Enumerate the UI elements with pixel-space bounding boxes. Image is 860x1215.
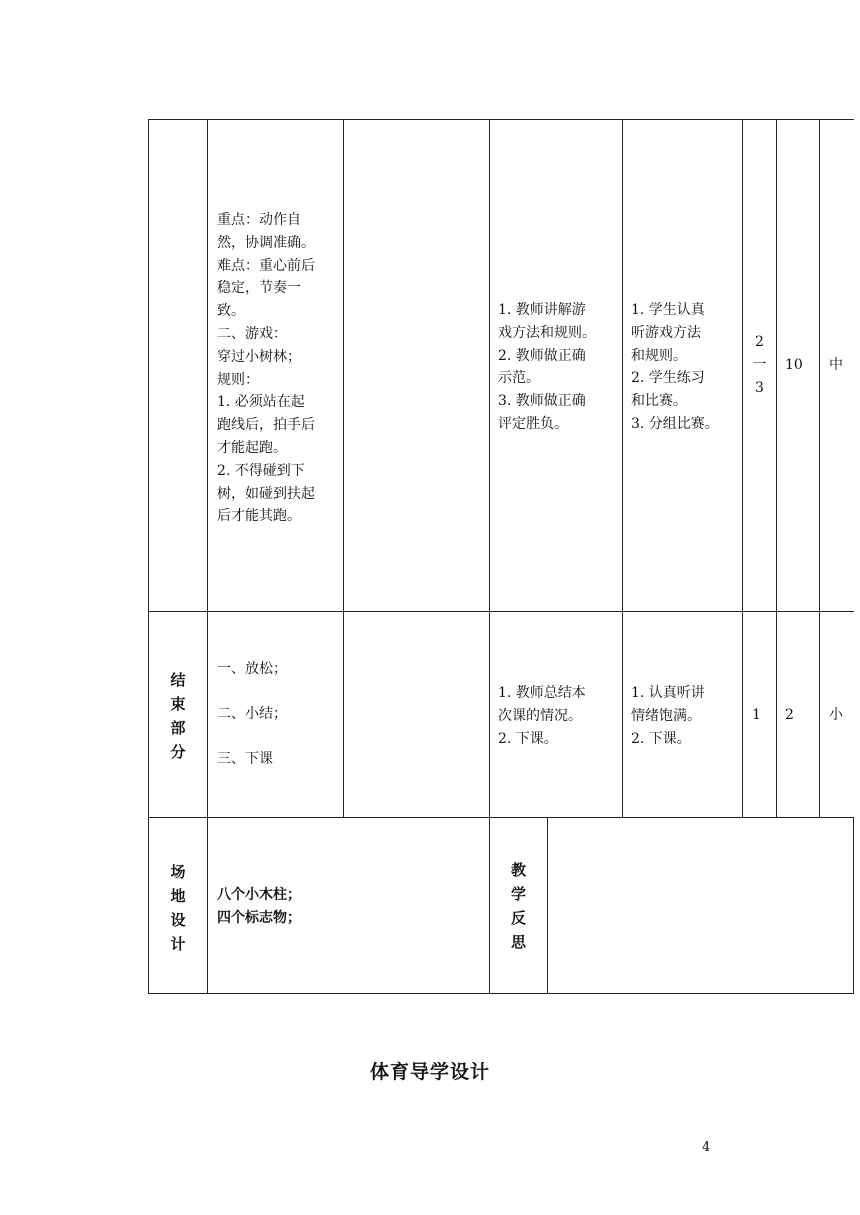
column-divider (207, 119, 208, 994)
content-line: 1. 必须站在起 (217, 394, 305, 411)
label-char: 束 (170, 695, 186, 713)
content-line: 跑线后，拍手后 (217, 417, 315, 434)
teacher-line: 戏方法和规则。 (498, 324, 596, 341)
student-line: 3. 分组比赛。 (631, 415, 719, 432)
content-line: 一、放松； (217, 661, 287, 677)
ending-minutes: 2 (785, 707, 794, 723)
content-line: 三、下课 (217, 750, 273, 767)
teacher-line: 评定胜负。 (498, 415, 568, 432)
table-row-divider (148, 817, 854, 818)
label-char: 部 (170, 719, 186, 737)
content-line: 致。 (217, 303, 245, 320)
label-char: 结 (170, 671, 186, 689)
table-row-divider (148, 611, 854, 612)
teacher-line: 3. 教师做正确 (498, 393, 586, 410)
content-line: 穿过小树林； (217, 348, 301, 365)
reflection-label (490, 858, 547, 954)
label-char: 计 (170, 935, 186, 953)
column-divider (622, 119, 623, 818)
student-line: 听游戏方法 (631, 324, 701, 341)
teacher-line: 1. 教师讲解游 (498, 302, 586, 318)
teacher-line: 示范。 (498, 370, 540, 387)
ending-student-activity (631, 682, 739, 750)
content-line: 四个标志物； (217, 909, 301, 926)
column-divider (343, 119, 344, 818)
document-title: 体育导学设计 (369, 1061, 490, 1083)
column-divider (742, 119, 743, 818)
student-line: 和比赛。 (631, 393, 687, 410)
game-times (743, 331, 776, 399)
teacher-line: 2. 下课。 (498, 730, 558, 747)
content-line: 二、游戏： (217, 325, 287, 342)
game-content (217, 209, 339, 528)
column-divider (547, 817, 548, 994)
label-char: 地 (170, 887, 186, 905)
ending-label (149, 668, 207, 764)
content-line: 2. 不得碰到下 (217, 462, 305, 479)
content-line: 难点：重心前后 (217, 257, 315, 274)
label-char: 场 (170, 863, 186, 881)
student-line: 1. 认真听讲 (631, 685, 705, 701)
content-line: 树，如碰到扶起 (217, 485, 315, 502)
teacher-line: 次课的情况。 (498, 707, 582, 724)
ending-content (217, 658, 339, 770)
page-number: 4 (702, 1140, 711, 1155)
student-line: 情绪饱满。 (631, 707, 701, 724)
table-border-right (853, 817, 854, 994)
times-line: 2 (755, 334, 764, 350)
content-line: 重点：动作自 (217, 212, 301, 228)
game-student-activity (631, 299, 739, 436)
ending-teacher-activity (498, 682, 618, 750)
reflection-content (556, 830, 846, 980)
times-line: 3 (755, 379, 764, 396)
label-char: 反 (510, 909, 526, 927)
content-line: 才能起跑。 (217, 439, 287, 456)
label-char: 分 (170, 743, 186, 761)
content-line: 然，协调准确。 (217, 234, 315, 251)
game-minutes: 10 (785, 357, 803, 373)
content-line: 后才能其跑。 (217, 508, 301, 525)
column-divider (776, 119, 777, 818)
label-char: 设 (170, 911, 186, 929)
label-char: 学 (510, 885, 526, 903)
ending-times: 1 (752, 707, 761, 723)
label-char: 教 (510, 861, 526, 879)
label-char: 思 (510, 933, 526, 951)
student-line: 2. 学生练习 (631, 370, 705, 387)
game-teacher-activity (498, 299, 618, 436)
student-line: 1. 学生认真 (631, 302, 705, 318)
content-line: 八个小木柱； (217, 887, 301, 903)
content-line: 二、小结； (217, 705, 287, 722)
content-line: 规则： (217, 371, 259, 388)
teacher-line: 2. 教师做正确 (498, 347, 586, 364)
times-line: 一 (752, 356, 767, 373)
venue-label (149, 860, 207, 956)
teacher-line: 1. 教师总结本 (498, 685, 586, 701)
table-border-top (148, 119, 854, 120)
student-line: 2. 下课。 (631, 730, 691, 747)
venue-content (217, 884, 477, 930)
game-intensity: 中 (829, 357, 843, 373)
table-border-bottom (148, 993, 854, 994)
content-line: 稳定，节奏一 (217, 280, 301, 297)
column-divider (819, 119, 820, 818)
student-line: 和规则。 (631, 347, 687, 364)
ending-intensity: 小 (829, 707, 843, 723)
